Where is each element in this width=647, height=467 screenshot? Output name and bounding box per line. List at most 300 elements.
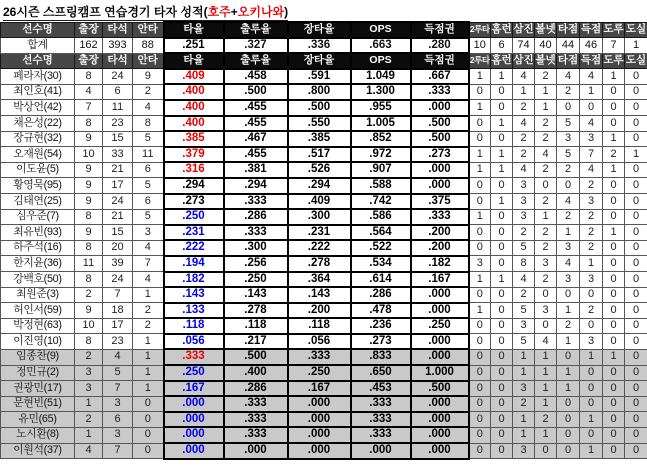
column-header-risp: 득점권	[411, 53, 469, 69]
stat-cell-games: 3	[75, 381, 103, 397]
stat-cell-runs: 2	[580, 178, 603, 194]
column-header-doubles: 2루타	[469, 22, 491, 38]
stat-cell-avg: .231	[164, 225, 224, 241]
stat-cell-so: 1	[513, 349, 535, 365]
stat-cell-pa: 7	[103, 443, 133, 459]
stat-cell-rbi: 2	[557, 162, 580, 178]
column-header-bb: 볼넷	[535, 53, 557, 69]
stat-cell-rbi: 1	[557, 365, 580, 381]
stat-cell-cs: 0	[625, 84, 647, 100]
stat-cell-slg: .336	[288, 38, 351, 54]
stat-cell-doubles: 1	[469, 209, 491, 225]
stat-cell-obp: .250	[224, 272, 288, 288]
stat-cell-slg: .409	[288, 194, 351, 210]
stat-cell-doubles: 0	[469, 365, 491, 381]
stat-cell-so: 4	[513, 272, 535, 288]
stat-cell-hits: 1	[133, 381, 164, 397]
stat-cell-obp: .333	[224, 194, 288, 210]
stat-cell-hr: 0	[491, 100, 513, 116]
stat-cell-ops: .833	[351, 349, 411, 365]
stat-cell-hr: 0	[491, 209, 513, 225]
stat-cell-so: 2	[513, 131, 535, 147]
stat-cell-hits: 88	[133, 38, 164, 54]
stat-cell-obp: .118	[224, 318, 288, 334]
stat-cell-sb: 0	[603, 287, 625, 303]
stat-cell-games: 9	[75, 131, 103, 147]
stat-cell-bb: 1	[535, 209, 557, 225]
stat-cell-risp: .000	[411, 427, 469, 443]
stat-cell-ops: 1.049	[351, 69, 411, 85]
stat-cell-so: 3	[513, 381, 535, 397]
stat-cell-games: 8	[75, 334, 103, 350]
player-name-cell: 페라자(30)	[1, 69, 75, 85]
stat-cell-runs: 1	[580, 443, 603, 459]
stat-cell-rbi: 1	[557, 381, 580, 397]
stat-cell-pa: 23	[103, 116, 133, 132]
column-header-ops: OPS	[351, 53, 411, 69]
column-header-avg: 타율	[164, 22, 224, 38]
stat-cell-sb: 0	[603, 381, 625, 397]
stat-cell-hits: 9	[133, 69, 164, 85]
stat-cell-pa: 7	[103, 287, 133, 303]
stat-cell-rbi: 4	[557, 194, 580, 210]
stat-cell-ops: .286	[351, 287, 411, 303]
stat-cell-cs: 0	[625, 209, 647, 225]
stat-cell-pa: 18	[103, 303, 133, 319]
column-header-pa: 타석	[103, 53, 133, 69]
stat-cell-risp: .200	[411, 240, 469, 256]
stat-cell-runs: 0	[580, 100, 603, 116]
stat-cell-pa: 5	[103, 365, 133, 381]
stat-cell-pa: 6	[103, 412, 133, 428]
stat-cell-games: 8	[75, 116, 103, 132]
player-name-cell: 박정현(63)	[1, 318, 75, 334]
stat-cell-risp: .667	[411, 69, 469, 85]
page-title	[3, 5, 288, 21]
stat-cell-avg: .182	[164, 272, 224, 288]
stat-cell-avg: .273	[164, 194, 224, 210]
stat-cell-obp: .286	[224, 381, 288, 397]
stat-cell-risp: .500	[411, 116, 469, 132]
stat-cell-so: 1	[513, 365, 535, 381]
stat-cell-risp: .333	[411, 84, 469, 100]
stat-cell-avg: .000	[164, 412, 224, 428]
stat-cell-bb: 1	[535, 365, 557, 381]
stat-cell-hits: 6	[133, 162, 164, 178]
stat-cell-hr: 1	[491, 162, 513, 178]
stat-cell-rbi: 0	[557, 443, 580, 459]
column-header-runs: 득점	[580, 22, 603, 38]
column-header-so: 삼진	[513, 22, 535, 38]
stat-cell-runs: 0	[580, 396, 603, 412]
stat-cell-rbi: 44	[557, 38, 580, 54]
stat-cell-hr: 0	[491, 303, 513, 319]
stat-cell-hits: 4	[133, 272, 164, 288]
stat-cell-avg: .000	[164, 443, 224, 459]
title-text-close: )	[284, 5, 289, 19]
stat-cell-games: 3	[75, 365, 103, 381]
stat-cell-runs: 3	[580, 131, 603, 147]
stat-cell-hits: 0	[133, 427, 164, 443]
stat-cell-avg: .143	[164, 287, 224, 303]
player-name-cell: 이원석(37)	[1, 443, 75, 459]
stat-cell-obp: .400	[224, 365, 288, 381]
stat-cell-hits: 1	[133, 287, 164, 303]
stat-cell-rbi: 1	[557, 303, 580, 319]
player-row	[1, 100, 647, 116]
stat-cell-games: 4	[75, 443, 103, 459]
stat-cell-ops: .614	[351, 272, 411, 288]
stat-cell-hits: 8	[133, 116, 164, 132]
stat-cell-slg: .550	[288, 116, 351, 132]
stat-cell-slg: .385	[288, 131, 351, 147]
stat-cell-cs: 0	[625, 427, 647, 443]
stat-cell-hits: 5	[133, 209, 164, 225]
stat-cell-games: 4	[75, 84, 103, 100]
stat-cell-avg: .000	[164, 396, 224, 412]
stat-cell-bb: 0	[535, 178, 557, 194]
title-highlight-australia: 호주	[207, 5, 231, 19]
player-row	[1, 287, 647, 303]
stat-cell-ops: .742	[351, 194, 411, 210]
player-name-cell: 한지윤(36)	[1, 256, 75, 272]
stat-cell-avg: .333	[164, 349, 224, 365]
stat-cell-bb: 1	[535, 427, 557, 443]
stat-cell-rbi: 5	[557, 147, 580, 163]
stat-cell-cs: 0	[625, 443, 647, 459]
title-highlight-okinawa: 오키나와	[237, 5, 285, 19]
stat-cell-sb: 0	[603, 427, 625, 443]
stat-cell-hr: 0	[491, 381, 513, 397]
stat-cell-runs: 3	[580, 272, 603, 288]
stat-cell-hr: 0	[491, 396, 513, 412]
stat-cell-pa: 21	[103, 209, 133, 225]
stat-cell-games: 9	[75, 225, 103, 241]
header-row	[1, 22, 647, 38]
title-text: 26시즌 스프링캠프 연습경기 타자 성적(	[3, 5, 208, 19]
stat-cell-sb: 0	[603, 256, 625, 272]
stat-cell-slg: .000	[288, 427, 351, 443]
stat-cell-rbi: 3	[557, 131, 580, 147]
total-row	[1, 38, 647, 54]
column-header-hits: 안타	[133, 22, 164, 38]
stat-cell-sb: 0	[603, 178, 625, 194]
header-row	[1, 53, 647, 69]
stat-cell-doubles: 1	[469, 162, 491, 178]
stat-cell-ops: .478	[351, 303, 411, 319]
stat-cell-so: 1	[513, 84, 535, 100]
stat-cell-so: 5	[513, 334, 535, 350]
stat-cell-bb: 1	[535, 349, 557, 365]
player-name-cell: 심우준(7)	[1, 209, 75, 225]
stat-cell-obp: .500	[224, 349, 288, 365]
player-row	[1, 225, 647, 241]
stat-cell-sb: 0	[603, 396, 625, 412]
stat-cell-cs: 1	[625, 38, 647, 54]
stat-cell-ops: .273	[351, 334, 411, 350]
stat-cell-sb: 0	[603, 318, 625, 334]
stat-cell-risp: .000	[411, 396, 469, 412]
stat-cell-sb: 0	[603, 84, 625, 100]
column-header-cs: 도실	[625, 53, 647, 69]
stat-cell-ops: .972	[351, 147, 411, 163]
stat-cell-doubles: 0	[469, 194, 491, 210]
stat-cell-so: 8	[513, 256, 535, 272]
stat-cell-hr: 0	[491, 84, 513, 100]
stat-cell-risp: .000	[411, 349, 469, 365]
player-row	[1, 412, 647, 428]
player-row	[1, 365, 647, 381]
stat-cell-rbi: 4	[557, 69, 580, 85]
player-row	[1, 303, 647, 319]
stat-cell-slg: .200	[288, 303, 351, 319]
stat-cell-rbi: 0	[557, 178, 580, 194]
stat-cell-pa: 393	[103, 38, 133, 54]
stat-cell-pa: 7	[103, 381, 133, 397]
stat-cell-cs: 0	[625, 349, 647, 365]
stat-cell-doubles: 0	[469, 396, 491, 412]
stat-cell-runs: 3	[580, 334, 603, 350]
player-name-cell: 유민(65)	[1, 412, 75, 428]
stat-cell-ops: .907	[351, 162, 411, 178]
stat-cell-obp: .333	[224, 225, 288, 241]
column-header-hits: 안타	[133, 53, 164, 69]
stat-cell-avg: .133	[164, 303, 224, 319]
stat-cell-bb: 1	[535, 381, 557, 397]
stat-cell-obp: .333	[224, 412, 288, 428]
stat-cell-sb: 0	[603, 194, 625, 210]
stat-cell-doubles: 1	[469, 147, 491, 163]
stat-cell-games: 9	[75, 194, 103, 210]
stat-cell-avg: .251	[164, 38, 224, 54]
column-header-name: 선수명	[1, 22, 75, 38]
stat-cell-slg: .278	[288, 256, 351, 272]
stat-cell-avg: .000	[164, 427, 224, 443]
player-row	[1, 84, 647, 100]
stat-cell-ops: .852	[351, 131, 411, 147]
stat-cell-bb: 3	[535, 303, 557, 319]
stat-cell-runs: 0	[580, 365, 603, 381]
stat-cell-doubles: 1	[469, 100, 491, 116]
stat-cell-risp: .000	[411, 334, 469, 350]
stat-cell-doubles: 0	[469, 240, 491, 256]
stat-cell-hits: 0	[133, 443, 164, 459]
stat-cell-ops: .000	[351, 443, 411, 459]
player-name-cell: 황영묵(95)	[1, 178, 75, 194]
stat-cell-games: 7	[75, 100, 103, 116]
stat-cell-doubles: 0	[469, 443, 491, 459]
stat-cell-bb: 2	[535, 240, 557, 256]
player-row	[1, 443, 647, 459]
stat-cell-runs: 4	[580, 69, 603, 85]
stat-cell-ops: .586	[351, 209, 411, 225]
stat-cell-cs: 0	[625, 287, 647, 303]
stat-cell-doubles: 3	[469, 256, 491, 272]
stat-cell-cs: 0	[625, 178, 647, 194]
column-header-rbi: 타점	[557, 22, 580, 38]
batting-stats-table	[0, 21, 647, 460]
stat-cell-rbi: 0	[557, 396, 580, 412]
stat-cell-so: 3	[513, 178, 535, 194]
stat-cell-sb: 0	[603, 100, 625, 116]
stat-cell-sb: 0	[603, 240, 625, 256]
stat-cell-risp: .500	[411, 381, 469, 397]
stat-cell-slg: .222	[288, 240, 351, 256]
stat-cell-pa: 24	[103, 69, 133, 85]
stat-cell-risp: .000	[411, 178, 469, 194]
player-name-cell: 정민규(2)	[1, 365, 75, 381]
stat-cell-doubles: 0	[469, 334, 491, 350]
stat-cell-so: 2	[513, 225, 535, 241]
stat-cell-ops: .522	[351, 240, 411, 256]
stat-cell-rbi: 2	[557, 318, 580, 334]
stats-table-body	[1, 22, 647, 459]
player-row	[1, 194, 647, 210]
stat-cell-so: 3	[513, 209, 535, 225]
stat-cell-avg: .400	[164, 84, 224, 100]
stat-cell-runs: 2	[580, 209, 603, 225]
player-name-cell: 박상언(42)	[1, 100, 75, 116]
stat-cell-pa: 15	[103, 131, 133, 147]
player-name-cell: 임종찬(9)	[1, 349, 75, 365]
stat-cell-sb: 0	[603, 412, 625, 428]
stat-cell-runs: 1	[580, 349, 603, 365]
stat-cell-hits: 2	[133, 303, 164, 319]
stat-cell-sb: 0	[603, 116, 625, 132]
player-name-cell: 최인호(41)	[1, 84, 75, 100]
stat-cell-rbi: 1	[557, 225, 580, 241]
stat-cell-runs: 4	[580, 116, 603, 132]
stat-cell-cs: 0	[625, 162, 647, 178]
stat-cell-hr: 1	[491, 116, 513, 132]
stat-cell-hr: 0	[491, 349, 513, 365]
stat-cell-risp: .000	[411, 412, 469, 428]
player-name-cell: 문현빈(51)	[1, 396, 75, 412]
column-header-hr: 홈런	[491, 53, 513, 69]
stat-cell-hr: 0	[491, 225, 513, 241]
stat-cell-hr: 0	[491, 427, 513, 443]
player-name-cell: 장규현(32)	[1, 131, 75, 147]
stat-cell-hr: 1	[491, 69, 513, 85]
stat-cell-games: 162	[75, 38, 103, 54]
player-name-cell: 권광민(17)	[1, 381, 75, 397]
player-name-cell: 오재원(54)	[1, 147, 75, 163]
player-row	[1, 116, 647, 132]
stat-cell-ops: .333	[351, 412, 411, 428]
player-name-cell: 허인서(59)	[1, 303, 75, 319]
stat-cell-slg: .294	[288, 178, 351, 194]
column-header-ops: OPS	[351, 22, 411, 38]
stat-cell-ops: .236	[351, 318, 411, 334]
stat-cell-risp: .200	[411, 225, 469, 241]
stat-cell-slg: .143	[288, 287, 351, 303]
stat-cell-hits: 1	[133, 365, 164, 381]
stat-cell-hr: 0	[491, 443, 513, 459]
player-name-cell: 김태연(25)	[1, 194, 75, 210]
stat-cell-cs: 0	[625, 272, 647, 288]
stat-cell-runs: 3	[580, 194, 603, 210]
stat-cell-sb: 7	[603, 38, 625, 54]
stat-cell-hits: 4	[133, 240, 164, 256]
stat-cell-pa: 21	[103, 162, 133, 178]
player-row	[1, 147, 647, 163]
stat-cell-hits: 2	[133, 318, 164, 334]
stat-cell-obp: .327	[224, 38, 288, 54]
player-name-cell: 합계	[1, 38, 75, 54]
player-name-cell: 이진영(10)	[1, 334, 75, 350]
stat-cell-hits: 0	[133, 396, 164, 412]
stat-cell-doubles: 0	[469, 287, 491, 303]
stat-cell-obp: .333	[224, 427, 288, 443]
player-row	[1, 131, 647, 147]
player-row	[1, 396, 647, 412]
stat-cell-bb: 2	[535, 225, 557, 241]
stat-cell-obp: .256	[224, 256, 288, 272]
stat-cell-hits: 0	[133, 412, 164, 428]
stat-cell-bb: 0	[535, 443, 557, 459]
stat-cell-pa: 39	[103, 256, 133, 272]
stat-cell-bb: 2	[535, 162, 557, 178]
column-header-slg: 장타율	[288, 53, 351, 69]
column-header-games: 출장	[75, 53, 103, 69]
stat-cell-risp: .333	[411, 209, 469, 225]
stat-cell-doubles: 0	[469, 318, 491, 334]
stat-cell-ops: .650	[351, 365, 411, 381]
stat-cell-ops: .564	[351, 225, 411, 241]
stat-cell-rbi: 0	[557, 412, 580, 428]
stat-cell-obp: .455	[224, 100, 288, 116]
stat-cell-slg: .231	[288, 225, 351, 241]
stat-cell-risp: .000	[411, 443, 469, 459]
stat-cell-rbi: 2	[557, 209, 580, 225]
stat-cell-runs: 1	[580, 256, 603, 272]
stat-cell-hits: 1	[133, 349, 164, 365]
stat-cell-slg: .000	[288, 396, 351, 412]
stat-cell-hits: 6	[133, 194, 164, 210]
stat-cell-cs: 0	[625, 365, 647, 381]
stat-cell-doubles: 0	[469, 178, 491, 194]
stat-cell-cs: 0	[625, 396, 647, 412]
stat-cell-games: 9	[75, 303, 103, 319]
player-row	[1, 240, 647, 256]
stat-cell-slg: .333	[288, 349, 351, 365]
stat-cell-hits: 2	[133, 84, 164, 100]
stat-cell-doubles: 0	[469, 131, 491, 147]
stat-cell-cs: 0	[625, 116, 647, 132]
stat-cell-pa: 17	[103, 178, 133, 194]
stat-cell-ops: .588	[351, 178, 411, 194]
stat-cell-pa: 15	[103, 225, 133, 241]
stat-cell-avg: .222	[164, 240, 224, 256]
stat-cell-obp: .455	[224, 147, 288, 163]
stat-cell-runs: 2	[580, 225, 603, 241]
stat-cell-sb: 2	[603, 147, 625, 163]
stat-cell-games: 1	[75, 396, 103, 412]
stat-cell-risp: .280	[411, 38, 469, 54]
stat-cell-doubles: 1	[469, 272, 491, 288]
stat-cell-rbi: 0	[557, 287, 580, 303]
stat-cell-avg: .250	[164, 209, 224, 225]
stat-cell-runs: 0	[580, 427, 603, 443]
stat-cell-so: 74	[513, 38, 535, 54]
stat-cell-pa: 3	[103, 396, 133, 412]
stat-cell-bb: 4	[535, 147, 557, 163]
stat-cell-avg: .250	[164, 365, 224, 381]
player-row	[1, 69, 647, 85]
stat-cell-games: 1	[75, 427, 103, 443]
stat-cell-hits: 5	[133, 131, 164, 147]
stat-cell-ops: 1.300	[351, 84, 411, 100]
